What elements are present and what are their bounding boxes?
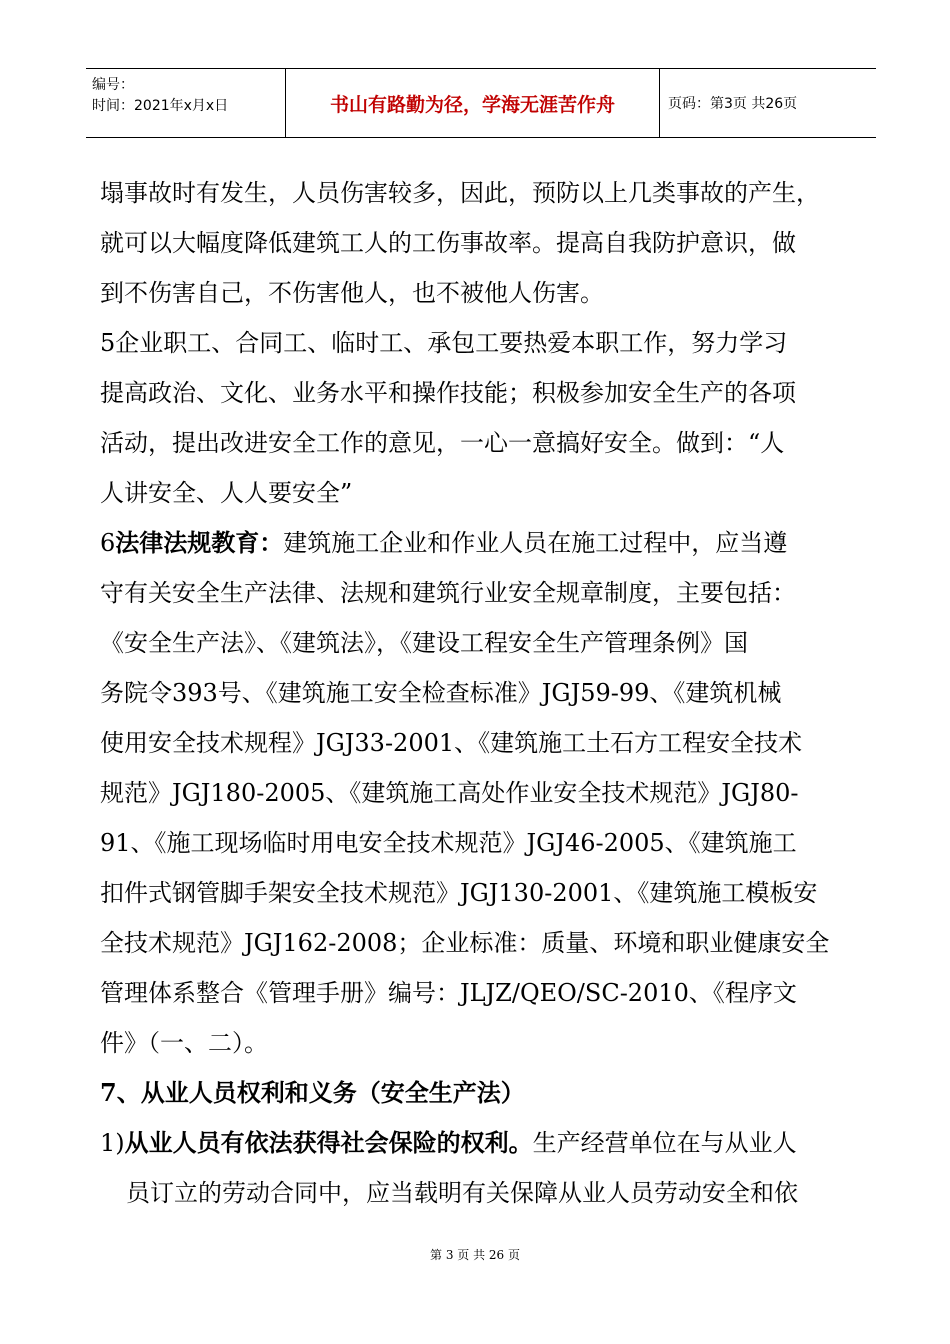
header-page-info: 页码：第3页 共26页	[668, 96, 798, 112]
text-line: 《安全生产法》、《建筑法》，《建设工程安全生产管理条例》国	[100, 629, 748, 657]
text-line: 就可以大幅度降低建筑工人的工伤事故率。提高自我防护意识，做	[100, 229, 796, 257]
text-line: 务院令393号、《建筑施工安全检查标准》JGJ59-99、《建筑机械	[100, 679, 782, 707]
paragraph-accident-prevention	[100, 168, 870, 318]
list-item-1	[100, 1118, 870, 1218]
item-number: 6	[100, 529, 116, 557]
text-line: 使用安全技术规程》JGJ33-2001、《建筑施工土石方工程安全技术	[100, 729, 803, 757]
text-line: 员订立的劳动合同中，应当载明有关保障从业人员劳动安全和依	[126, 1179, 798, 1207]
header-motto: 书山有路勤为径，学海无涯苦作舟	[286, 69, 660, 137]
item-number: 1)	[100, 1129, 125, 1157]
text-line: 塌事故时有发生，人员伤害较多，因此，预防以上几类事故的产生，	[100, 179, 820, 207]
text-line: 扣件式钢管脚手架安全技术规范》JGJ130-2001、《建筑施工模板安	[100, 879, 818, 907]
text-line: 提高政治、文化、业务水平和操作技能；积极参加安全生产的各项	[100, 379, 796, 407]
text-line: 人讲安全、人人要安全”	[100, 479, 353, 507]
text-line: 91、《施工现场临时用电安全技术规范》JGJ46-2005、《建筑施工	[100, 829, 797, 857]
text-line: 活动，提出改进安全工作的意见，一心一意搞好安全。做到：“人	[100, 429, 785, 457]
section-heading-7: 7、从业人员权利和义务（安全生产法）	[100, 1078, 525, 1107]
item-text: 生产经营单位在与从业人	[532, 1129, 797, 1157]
text-line: 到不伤害自己，不伤害他人，也不被他人伤害。	[100, 279, 604, 307]
page-footer: 第 3 页 共 26 页	[430, 1248, 520, 1262]
number-label: 编号：	[92, 77, 134, 93]
item-heading: 法律法规教育：	[115, 528, 284, 557]
text-line	[100, 518, 870, 568]
paragraph-item-6-legal-education	[100, 518, 870, 1068]
time-label: 时间：2021年x月x日	[92, 98, 229, 114]
item-text: 建筑施工企业和作业人员在施工过程中，应当遵	[283, 529, 788, 557]
text-line	[100, 1118, 870, 1168]
document-body	[100, 168, 870, 1218]
text-line: 件》（一、二）。	[100, 1029, 268, 1057]
text-line: 全技术规范》JGJ162-2008；企业标准：质量、环境和职业健康安全	[100, 929, 830, 957]
text-line: 守有关安全生产法律、法规和建筑行业安全规章制度，主要包括：	[100, 579, 796, 607]
item-heading: 从业人员有依法获得社会保险的权利。	[124, 1128, 533, 1157]
page-header	[86, 68, 876, 138]
text-line: 5企业职工、合同工、临时工、承包工要热爱本职工作，努力学习	[100, 329, 788, 357]
paragraph-item-5	[100, 318, 870, 518]
text-line: 管理体系整合《管理手册》编号：JLJZ/QEO/SC-2010、《程序文	[100, 979, 797, 1007]
header-meta	[86, 69, 286, 137]
text-line: 规范》JGJ180-2005、《建筑施工高处作业安全技术规范》JGJ80-	[100, 779, 799, 807]
